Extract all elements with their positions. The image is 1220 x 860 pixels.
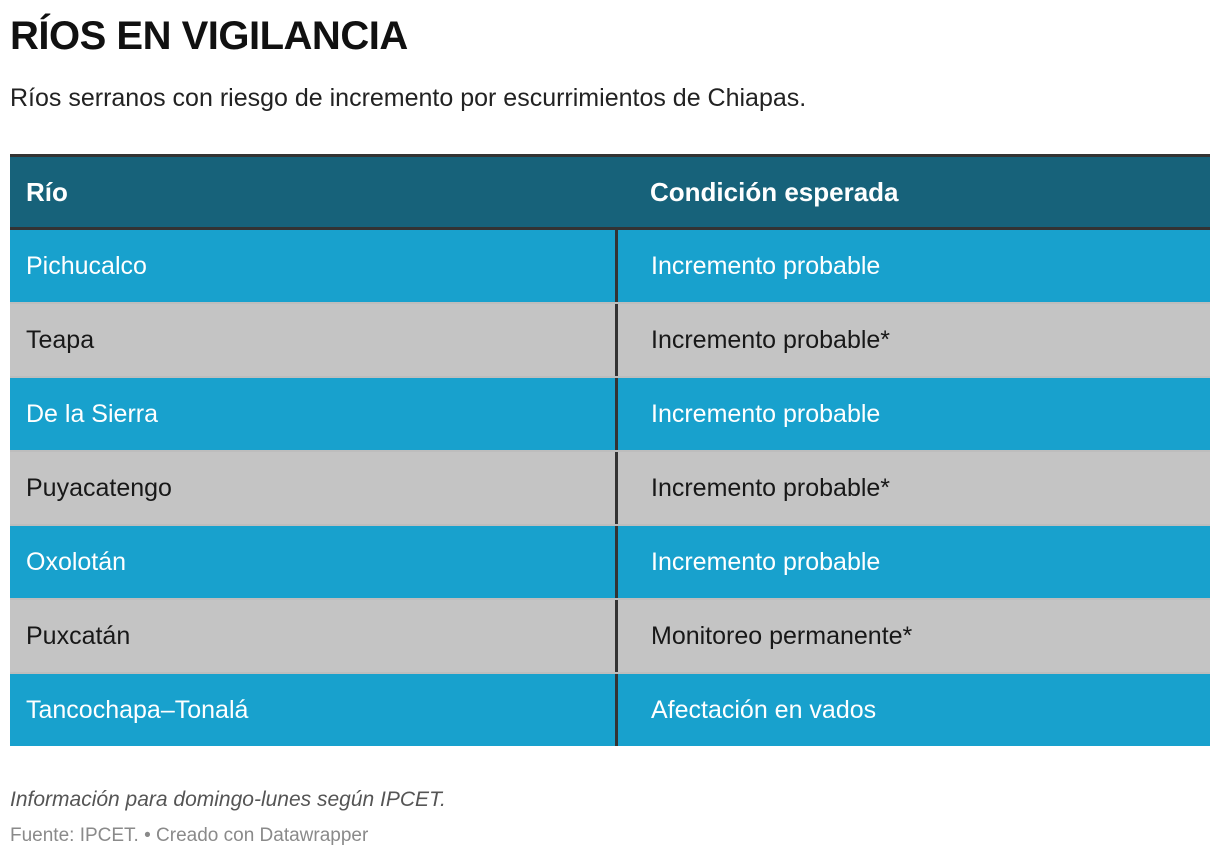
table-notes: Información para domingo-lunes según IPCET. xyxy=(10,788,446,811)
table-body xyxy=(10,230,1210,746)
table-row xyxy=(10,600,1210,674)
cell-rio: Tancochapa–Tonalá xyxy=(10,674,618,746)
cell-rio: De la Sierra xyxy=(10,378,618,450)
cell-rio: Teapa xyxy=(10,304,618,376)
cell-condicion: Incremento probable* xyxy=(651,325,891,354)
table-row xyxy=(10,304,1210,378)
cell-condicion: Incremento probable xyxy=(651,547,881,576)
column-header-rio[interactable]: Río xyxy=(26,176,68,207)
page-title: RÍOS EN VIGILANCIA xyxy=(10,14,408,58)
cell-rio: Pichucalco xyxy=(10,230,618,302)
cell-condicion: Monitoreo permanente* xyxy=(651,621,913,650)
table-row xyxy=(10,378,1210,452)
cell-rio: Puyacatengo xyxy=(10,452,618,524)
page-subtitle: Ríos serranos con riesgo de incremento por escurrimientos de Chiapas. xyxy=(10,84,807,112)
source-credit: Fuente: IPCET. • Creado con Datawrapper xyxy=(10,825,369,846)
table-row xyxy=(10,674,1210,746)
table-header xyxy=(10,154,1210,230)
cell-condicion: Afectación en vados xyxy=(651,695,877,724)
table-row xyxy=(10,452,1210,526)
cell-rio: Puxcatán xyxy=(10,600,618,672)
cell-condicion: Incremento probable xyxy=(651,399,881,428)
cell-condicion: Incremento probable xyxy=(651,251,881,280)
column-header-condicion[interactable]: Condición esperada xyxy=(650,176,899,207)
cell-condicion: Incremento probable* xyxy=(651,473,891,502)
table-row xyxy=(10,230,1210,304)
table-row xyxy=(10,526,1210,600)
rivers-table xyxy=(10,154,1210,746)
cell-rio: Oxolotán xyxy=(10,526,618,598)
